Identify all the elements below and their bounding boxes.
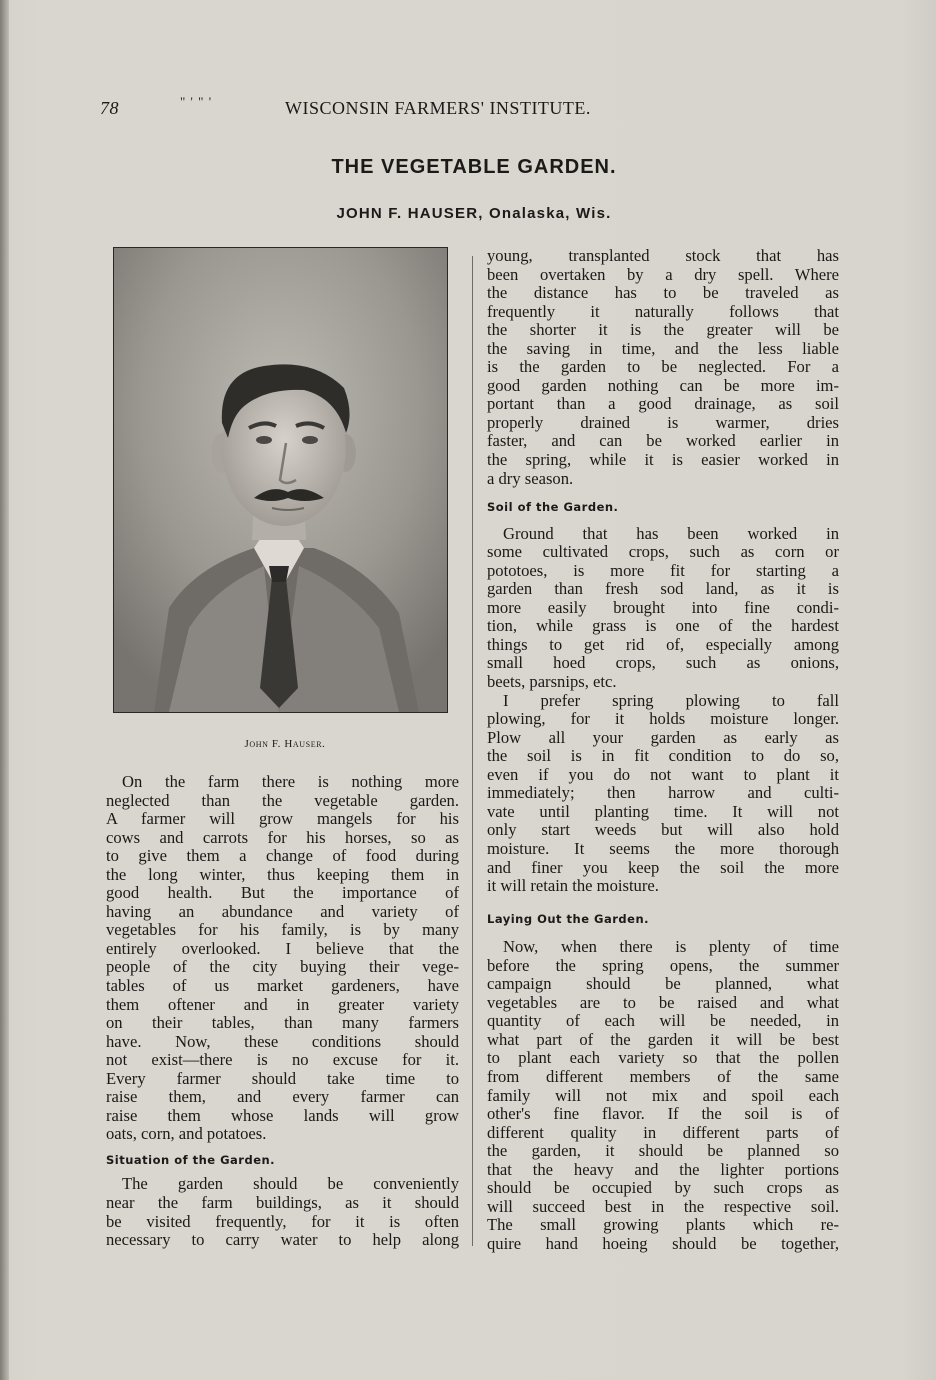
text-line: different quality in different parts of <box>487 1122 839 1142</box>
text-line: a dry season. <box>487 468 574 488</box>
text-line: Every farmer should take time to <box>106 1068 459 1088</box>
printer-mark: " ' " ' <box>180 94 213 109</box>
situation-paragraph <box>106 1175 459 1249</box>
text-line: the garden, it should be planned so <box>487 1141 839 1161</box>
text-line: before the spring opens, the summer <box>487 955 839 975</box>
text-line: cows and carrots for his horses, so as <box>106 827 459 847</box>
text-line: immediately; then harrow and culti- <box>487 783 839 803</box>
text-line: is the garden to be neglected. For a <box>487 357 839 377</box>
text-line: pototoes, is more fit for starting a <box>487 560 839 580</box>
text-line: not exist—there is no excuse for it. <box>106 1050 459 1070</box>
text-line: I prefer spring plowing to fall <box>503 690 839 710</box>
text-line: Plow all your garden as early as <box>487 727 839 747</box>
text-line: been overtaken by a dry spell. Where <box>487 264 839 284</box>
text-line: only start weeds but will also hold <box>487 820 839 840</box>
text-line: beets, parsnips, etc. <box>487 672 617 692</box>
page-number: 78 <box>100 98 119 118</box>
text-line: tables of us market gardeners, have <box>106 976 459 996</box>
text-line: Now, when there is plenty of time <box>503 937 839 957</box>
text-line: young, transplanted stock that has <box>487 246 839 265</box>
text-line: even if you do not want to plant it <box>487 764 839 784</box>
text-line: people of the city buying their vege- <box>106 957 459 977</box>
text-line: quire hand hoeing should be together, <box>487 1233 839 1253</box>
portrait-illustration <box>114 248 447 712</box>
text-line: some cultivated crops, such as corn or <box>487 542 839 562</box>
text-line: quantity of each will be needed, in <box>487 1011 839 1031</box>
text-line: The garden should be conveniently <box>122 1174 459 1194</box>
text-line: the saving in time, and the less liable <box>487 338 839 358</box>
journal-title: WISCONSIN FARMERS' INSTITUTE. <box>285 98 591 118</box>
text-line: other's fine flavor. If the soil is of <box>487 1104 839 1124</box>
text-line: to give them a change of food during <box>106 846 459 866</box>
text-line: On the farm there is nothing more <box>122 772 459 791</box>
text-line: near the farm buildings, as it should <box>106 1193 459 1213</box>
article-title: THE VEGETABLE GARDEN. <box>331 156 617 178</box>
text-line: and finer you keep the soil the more <box>487 857 839 877</box>
left-column <box>106 773 459 1250</box>
photo-caption: John F. Hauser. <box>244 738 326 750</box>
text-line: moisture. It seems the more thorough <box>487 838 839 858</box>
text-line: faster, and can be worked earlier in <box>487 431 839 451</box>
text-line: campaign should be planned, what <box>487 974 839 994</box>
author-portrait <box>113 247 448 713</box>
text-line: small hoed crops, such as onions, <box>487 653 839 673</box>
text-line: The small growing plants which re- <box>487 1215 839 1235</box>
text-line: having an abundance and variety of <box>106 901 459 921</box>
text-line: vate until planting time. It will not <box>487 801 839 821</box>
text-line: to plant each variety so that the pollen <box>487 1048 839 1068</box>
text-line: oats, corn, and potatoes. <box>106 1124 267 1144</box>
text-line: family will not mix and spoil each <box>487 1085 839 1105</box>
text-line: the spring, while it is easier worked in <box>487 450 839 470</box>
text-line: good garden nothing can be more im- <box>487 375 839 395</box>
text-line: what part of the garden it will be best <box>487 1029 839 1049</box>
text-line: have. Now, these conditions should <box>106 1031 459 1051</box>
text-line: the distance has to be traveled as <box>487 283 839 303</box>
soil-paragraph-2 <box>487 692 839 896</box>
text-line: vegetables are to be raised and what <box>487 992 839 1012</box>
column-rule <box>472 256 473 1246</box>
text-line: A farmer will grow mangels for his <box>106 809 459 829</box>
text-line: raise them, and every farmer can <box>106 1087 459 1107</box>
text-line: entirely overlooked. I believe that the <box>106 938 459 958</box>
text-line: vegetables for his family, is by many <box>106 920 459 940</box>
text-line: necessary to carry water to help along <box>106 1230 459 1250</box>
intro-paragraph <box>106 773 459 1144</box>
text-line: neglected than the vegetable garden. <box>106 790 459 810</box>
text-line: it will retain the moisture. <box>487 876 659 896</box>
text-line: tion, while grass is one of the hardest <box>487 616 839 636</box>
soil-paragraph-1 <box>487 525 839 692</box>
text-line: the long winter, thus keeping them in <box>106 864 459 884</box>
text-line: frequently it naturally follows that <box>487 301 839 321</box>
article-author: JOHN F. HAUSER, Onalaska, Wis. <box>336 205 612 222</box>
text-line: more easily brought into fine condi- <box>487 597 839 617</box>
text-line: them oftener and in greater variety <box>106 994 459 1014</box>
text-line: garden than fresh sod land, as it is <box>487 579 839 599</box>
text-line: plowing, for it holds moisture longer. <box>487 709 839 729</box>
text-line: good health. But the importance of <box>106 883 459 903</box>
continuation-paragraph <box>487 247 839 488</box>
text-line: the soil is in fit condition to do so, <box>487 746 839 766</box>
text-line: raise them whose lands will grow <box>106 1105 459 1125</box>
subheading-situation: Situation of the Garden. <box>106 1152 276 1167</box>
layout-paragraph <box>487 938 839 1253</box>
text-line: that the heavy and the lighter portions <box>487 1159 839 1179</box>
text-line: should be occupied by such crops as <box>487 1178 839 1198</box>
subheading-soil: Soil of the Garden. <box>487 500 619 515</box>
text-line: the shorter it is the greater will be <box>487 320 839 340</box>
text-line: on their tables, than many farmers <box>106 1013 459 1033</box>
text-line: will succeed best in the respective soil. <box>487 1196 839 1216</box>
text-line: be visited frequently, for it is often <box>106 1211 459 1231</box>
right-column <box>487 247 839 1253</box>
text-line: properly drained is warmer, dries <box>487 412 839 432</box>
text-line: from different members of the same <box>487 1066 839 1086</box>
text-line: things to get rid of, especially among <box>487 634 839 654</box>
text-line: Ground that has been worked in <box>503 523 839 543</box>
text-line: portant than a good drainage, as soil <box>487 394 839 414</box>
running-head <box>100 94 660 122</box>
subheading-layout: Laying Out the Garden. <box>487 911 650 926</box>
